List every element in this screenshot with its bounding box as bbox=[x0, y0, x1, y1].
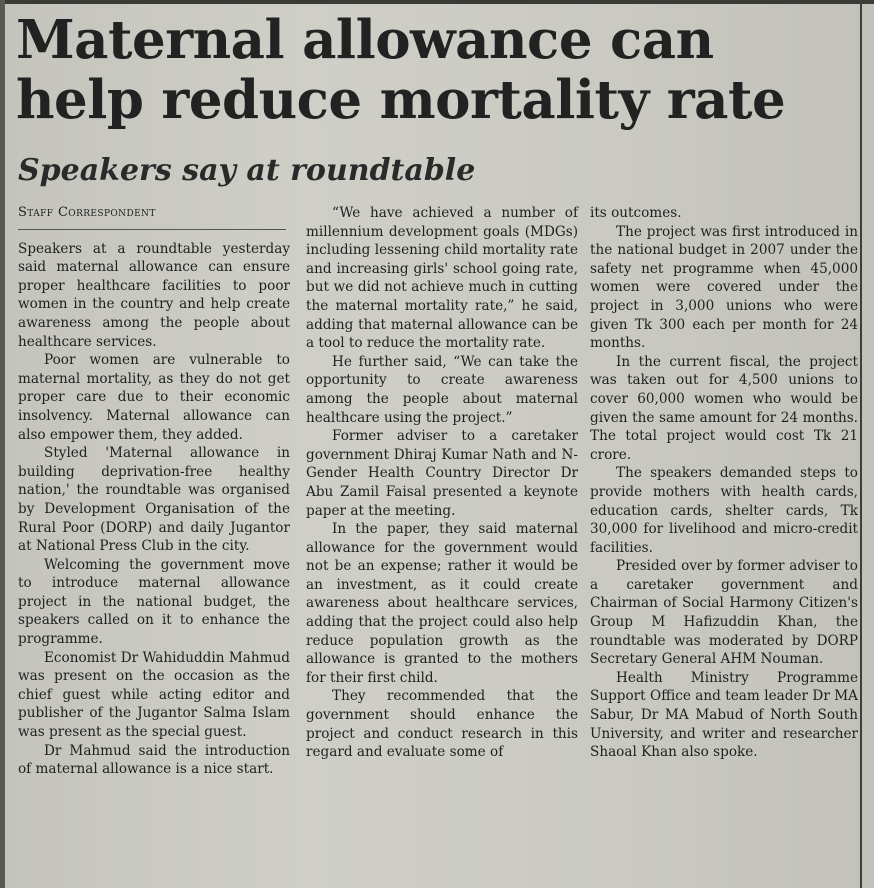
paragraph: Economist Dr Wahiduddin Mahmud was present on the occasion as the chief guest while acting editor and publisher of the Jugantor Salma Islam was present as the special guest. bbox=[18, 649, 290, 741]
paragraph: Styled 'Maternal allowance in building deprivation-free healthy nation,' the roundtable was organised by Development Organisation of the Rural Poor (DORP) and daily Jugantor at National Press Club in the city. bbox=[18, 445, 290, 555]
top-border-rule bbox=[0, 0, 874, 4]
paragraph: In the current fiscal, the project was taken out for 4,500 unions to cover 60,000 women who would be given the same amount for 24 months. The total project would cost Tk 21 crore. bbox=[590, 353, 858, 463]
paragraph: Welcoming the government move to introduce maternal allowance project in the national budget, the speakers called on it to enhance the programme. bbox=[18, 556, 290, 648]
paragraph: Dr Mahmud said the introduction of maternal allowance is a nice start. bbox=[18, 742, 290, 778]
paragraph: The speakers demanded steps to provide mothers with health cards, education cards, shelter cards, Tk 30,000 for livelihood and micro-credit facilities. bbox=[590, 465, 858, 556]
paragraph: its outcomes. bbox=[590, 205, 682, 221]
article-headline: Maternal allowance can help reduce mortality rate bbox=[16, 9, 786, 131]
paragraph: In the paper, they said maternal allowance for the government would not be an expense; rather it would be an investment, as it could create awareness about healthcare services, adding that the project could also help reduce population growth as the allowance is granted to the mothers for their first child. bbox=[306, 521, 578, 686]
paragraph: Health Ministry Programme Support Office and team leader Dr MA Sabur, Dr MA Mabud of North South University, and writer and researcher Shaoal Khan also spoke. bbox=[590, 669, 858, 761]
article-column-2 bbox=[306, 204, 578, 762]
left-border-rule bbox=[0, 0, 5, 888]
paragraph: Poor women are vulnerable to maternal mortality, as they do not get proper care due to their economic insolvency. Maternal allowance can also empower them, they added. bbox=[18, 352, 290, 443]
paragraph: They recommended that the government should enhance the project and conduct research in this regard and evaluate some of bbox=[306, 688, 578, 761]
paragraph: Speakers at a roundtable yesterday said maternal allowance can ensure proper healthcare facilities to poor women in the country and help create awareness among the people about healthcare services. bbox=[18, 240, 290, 350]
byline: Staff Correspondent bbox=[18, 204, 286, 230]
right-column-rule bbox=[860, 0, 862, 888]
article-subhead: Speakers say at roundtable bbox=[18, 153, 476, 188]
paragraph: The project was first introduced in the national budget in 2007 under the safety net programme when 45,000 women were covered under the project in 3,000 unions who were given Tk 300 each per month for 24 months. bbox=[590, 223, 858, 352]
paragraph: Former adviser to a caretaker government Dhiraj Kumar Nath and N-Gender Health Country Director Dr Abu Zamil Faisal presented a keynote paper at the meeting. bbox=[306, 428, 578, 519]
article-column-1 bbox=[18, 204, 290, 779]
article-column-3 bbox=[590, 204, 858, 762]
paragraph: “We have achieved a number of millennium development goals (MDGs) including lessening child mortality rate and increasing girls' school going rate, but we did not achieve much in cutting the maternal mortality rate,” he said, adding that maternal allowance can be a tool to reduce the mortality rate. bbox=[306, 205, 578, 352]
paragraph: Presided over by former adviser to a caretaker government and Chairman of Social Harmony Citizen's Group M Hafizuddin Khan, the roundtable was moderated by DORP Secretary General AHM Nouman. bbox=[590, 558, 858, 668]
paragraph: He further said, “We can take the opportunity to create awareness among the people about maternal healthcare using the project.” bbox=[306, 353, 578, 426]
